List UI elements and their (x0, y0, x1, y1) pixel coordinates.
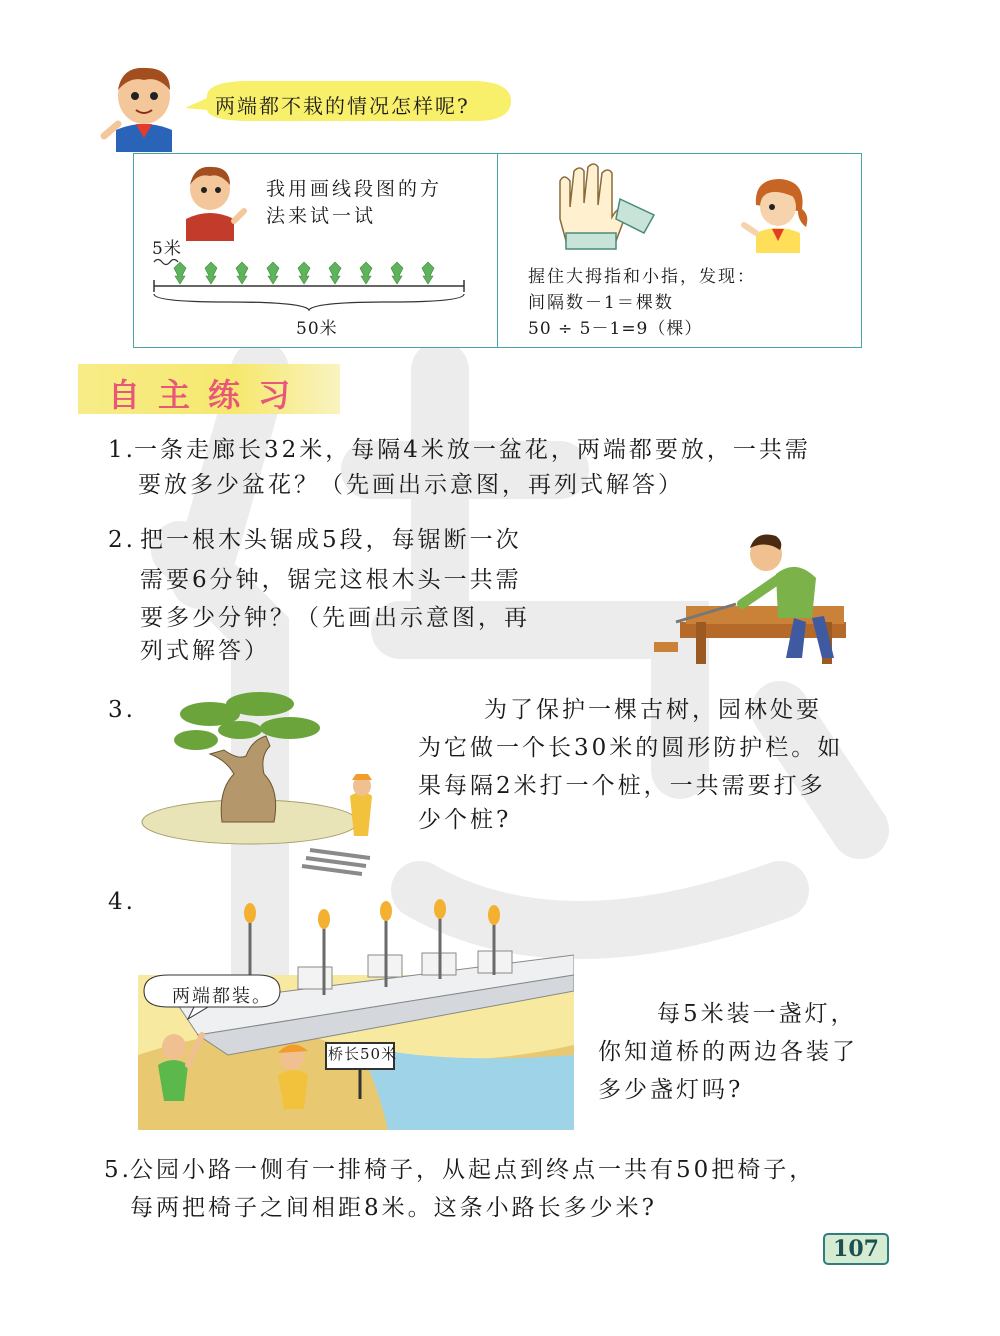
girl-illustration (740, 175, 820, 253)
q5-line1: 公园小路一侧有一排椅子，从起点到终点一共有50把椅子， (130, 1157, 816, 1183)
line-segment-diagram (148, 252, 468, 312)
hand-illustration (550, 163, 660, 251)
q3-line1: 为了保护一棵古树，园林处要 (484, 697, 822, 723)
left-text-line2: 法来试一试 (266, 205, 377, 227)
boy-illustration-small (178, 163, 248, 241)
q4-line1: 每5米装一盏灯， (657, 1001, 857, 1027)
boy-illustration (100, 62, 190, 152)
section-title: 自主练习 (108, 376, 309, 414)
bridge-illustration (138, 895, 574, 1130)
right-text-line3: 50 ÷ 5－1=9（棵） (528, 319, 703, 339)
q4-line3: 多少盏灯吗? (598, 1077, 744, 1103)
q2-line4: 列式解答） (140, 638, 270, 664)
q4-number: 4. (108, 889, 136, 915)
page-number: 107 (823, 1233, 889, 1265)
q2-number: 2. (108, 527, 136, 553)
total-length-label: 50米 (296, 319, 338, 339)
right-text-line1: 握住大拇指和小指，发现： (528, 267, 756, 287)
right-text-line2: 间隔数－1＝棵数 (528, 293, 674, 313)
bridge-sign-text: 桥长50米 (328, 1045, 398, 1063)
q3-line4: 少个桩? (418, 807, 512, 833)
sawing-man-illustration (646, 518, 856, 668)
q1-number: 1. (108, 437, 136, 463)
q3-number: 3. (108, 697, 136, 723)
q1-line1: 一条走廊长32米，每隔4米放一盆花，两端都要放，一共需 (134, 437, 811, 463)
box-divider (497, 153, 498, 348)
q5-number: 5. (104, 1157, 132, 1183)
q4-line2: 你知道桥的两边各装了 (598, 1039, 858, 1065)
q4-speech-text: 两端都装。 (172, 986, 272, 1007)
left-text-line1: 我用画线段图的方 (266, 178, 443, 200)
q1-line2: 要放多少盆花？（先画出示意图，再列式解答） (138, 472, 684, 498)
q2-line3: 要多少分钟？（先画出示意图，再 (140, 605, 530, 631)
q2-line2: 需要6分钟，锯完这根木头一共需 (140, 567, 522, 593)
q2-line1: 把一根木头锯成5段，每锯断一次 (140, 527, 522, 553)
q5-line2: 每两把椅子之间相距8米。这条小路长多少米? (130, 1195, 657, 1221)
interval-label: 5米 (152, 239, 182, 259)
section-title-bar (78, 364, 340, 414)
q3-line3: 果每隔2米打一个桩，一共需要打多 (418, 773, 826, 799)
ancient-tree-illustration (140, 690, 410, 880)
q3-line2: 为它做一个长30米的圆形防护栏。如 (418, 735, 844, 761)
speech-bubble-top (185, 78, 515, 124)
speech-text: 两端都不栽的情况怎样呢? (215, 94, 470, 118)
